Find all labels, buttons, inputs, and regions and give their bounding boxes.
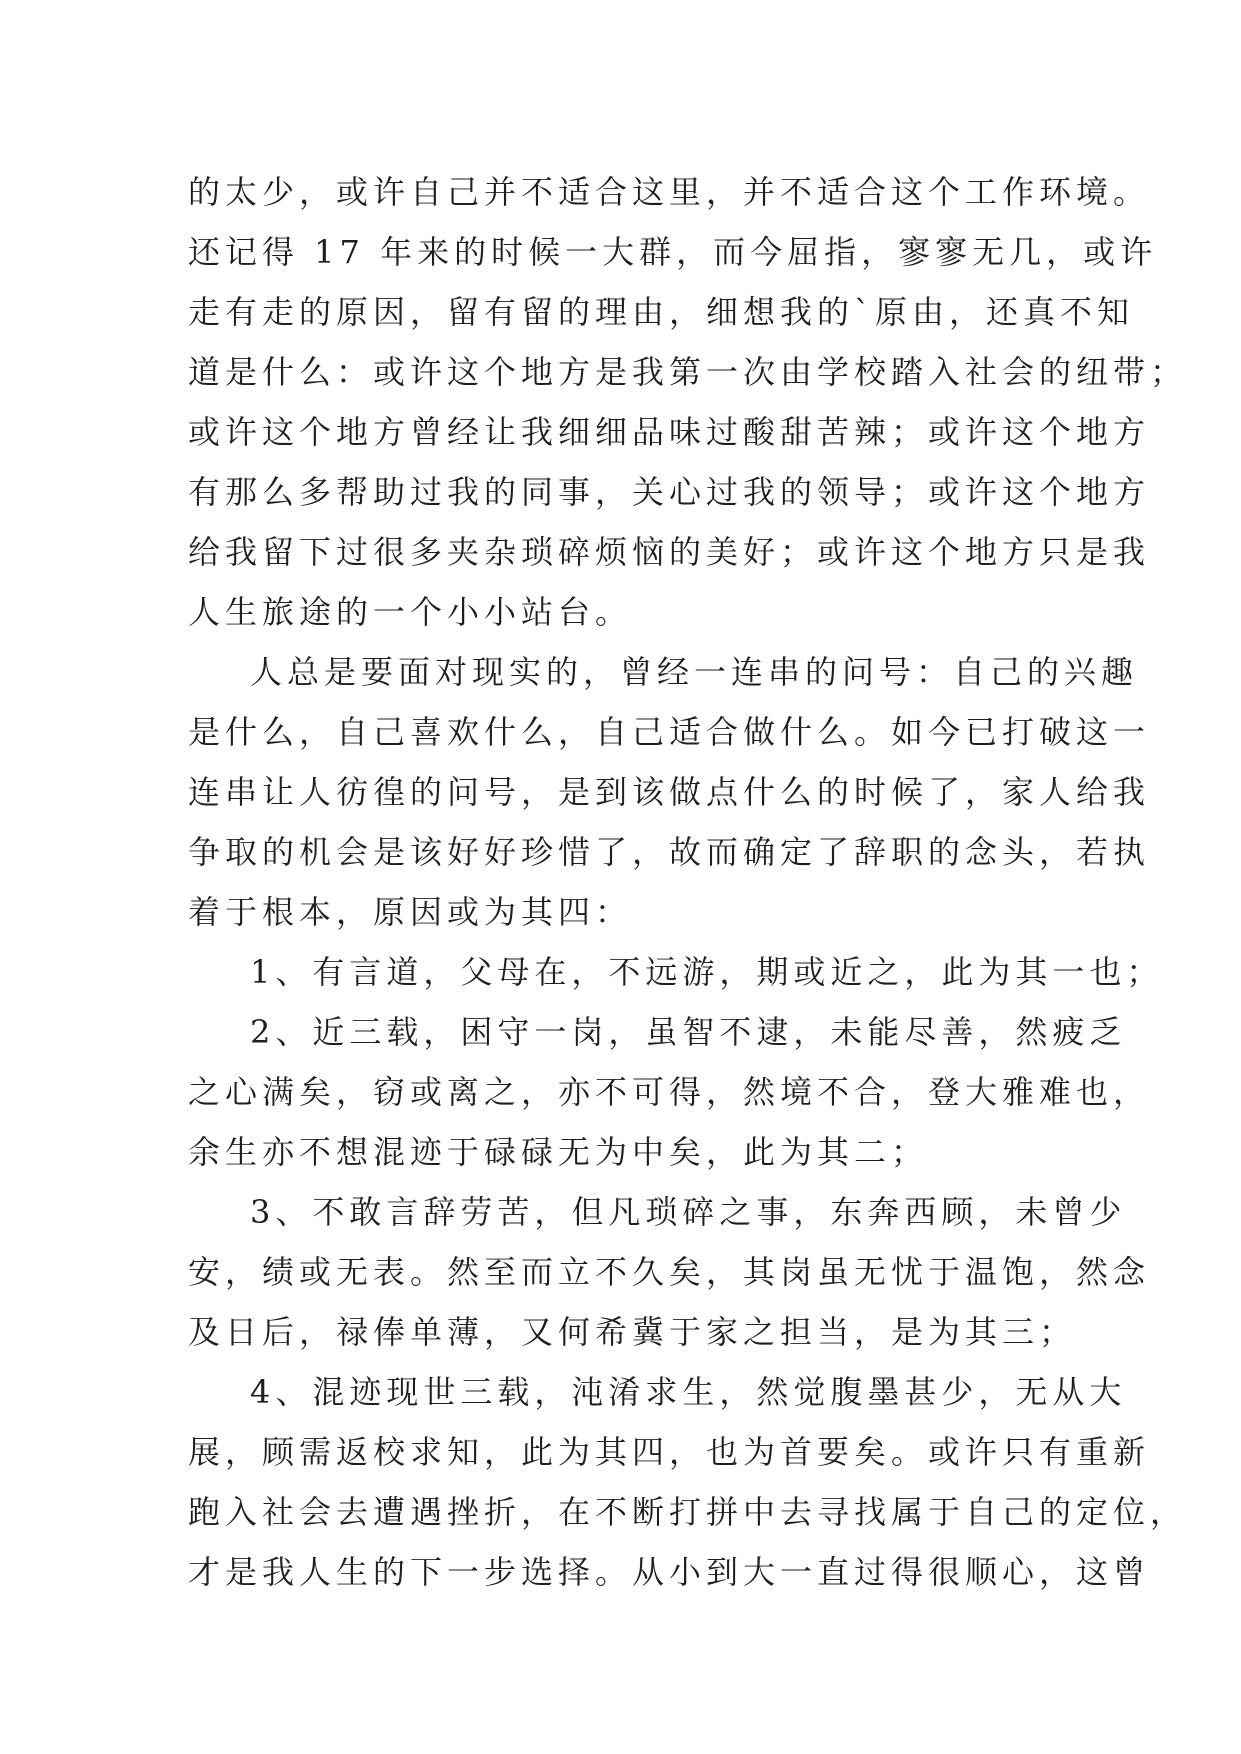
paragraph-first-line: 人总是要面对现实的，曾经一连串的问号：自己的兴趣 xyxy=(250,653,1139,691)
text-line: 展，顾需返校求知，此为其四，也为首要矣。或许只有重新 xyxy=(188,1433,1151,1471)
text-line: 给我留下过很多夹杂琐碎烦恼的美好；或许这个地方只是我 xyxy=(188,533,1151,571)
text-line: 争取的机会是该好好珍惜了，故而确定了辞职的念头，若执 xyxy=(188,833,1151,871)
paragraph-first-line: 3、不敢言辞劳苦，但凡琐碎之事，东奔西顾，未曾少 xyxy=(250,1193,1127,1231)
text-line: 是什么，自己喜欢什么，自己适合做什么。如今已打破这一 xyxy=(188,713,1151,751)
text-line: 连串让人彷徨的问号，是到该做点什么的时候了，家人给我 xyxy=(188,773,1151,811)
text-line: 有那么多帮助过我的同事，关心过我的领导；或许这个地方 xyxy=(188,473,1151,511)
paragraph-first-line: 2、近三载，困守一岗，虽智不逮，未能尽善，然疲乏 xyxy=(250,1013,1127,1051)
text-line: 走有走的原因，留有留的理由，细想我的`原由，还真不知 xyxy=(188,293,1135,331)
text-line: 道是什么：或许这个地方是我第一次由学校踏入社会的纽带； xyxy=(188,353,1188,391)
text-line: 之心满矣，窃或离之，亦不可得，然境不合，登大雅难也， xyxy=(188,1073,1151,1111)
text-line: 的太少，或许自己并不适合这里，并不适合这个工作环境。 xyxy=(188,173,1151,211)
text-line: 安，绩或无表。然至而立不久矣，其岗虽无忧于温饱，然念 xyxy=(188,1253,1151,1291)
text-line: 或许这个地方曾经让我细细品味过酸甜苦辣；或许这个地方 xyxy=(188,413,1151,451)
text-line: 余生亦不想混迹于碌碌无为中矣，此为其二； xyxy=(188,1133,929,1171)
body-text xyxy=(188,162,1188,1602)
paragraph-first-line: 4、混迹现世三载，沌淆求生，然觉腹墨甚少，无从大 xyxy=(250,1373,1127,1411)
paragraph-first-line: 1、有言道，父母在，不远游，期或近之，此为其一也； xyxy=(250,953,1164,991)
text-line: 人生旅途的一个小小站台。 xyxy=(188,593,633,631)
text-line: 才是我人生的下一步选择。从小到大一直过得很顺心，这曾 xyxy=(188,1553,1151,1591)
text-line: 及日后，禄俸单薄，又何希冀于家之担当，是为其三； xyxy=(188,1313,1077,1351)
text-line: 着于根本，原因或为其四： xyxy=(188,893,633,931)
text-line: 跑入社会去遭遇挫折，在不断打拼中去寻找属于自己的定位， xyxy=(188,1493,1188,1531)
text-line: 还记得 17 年来的时候一大群，而今屈指，寥寥无几，或许 xyxy=(188,233,1158,271)
